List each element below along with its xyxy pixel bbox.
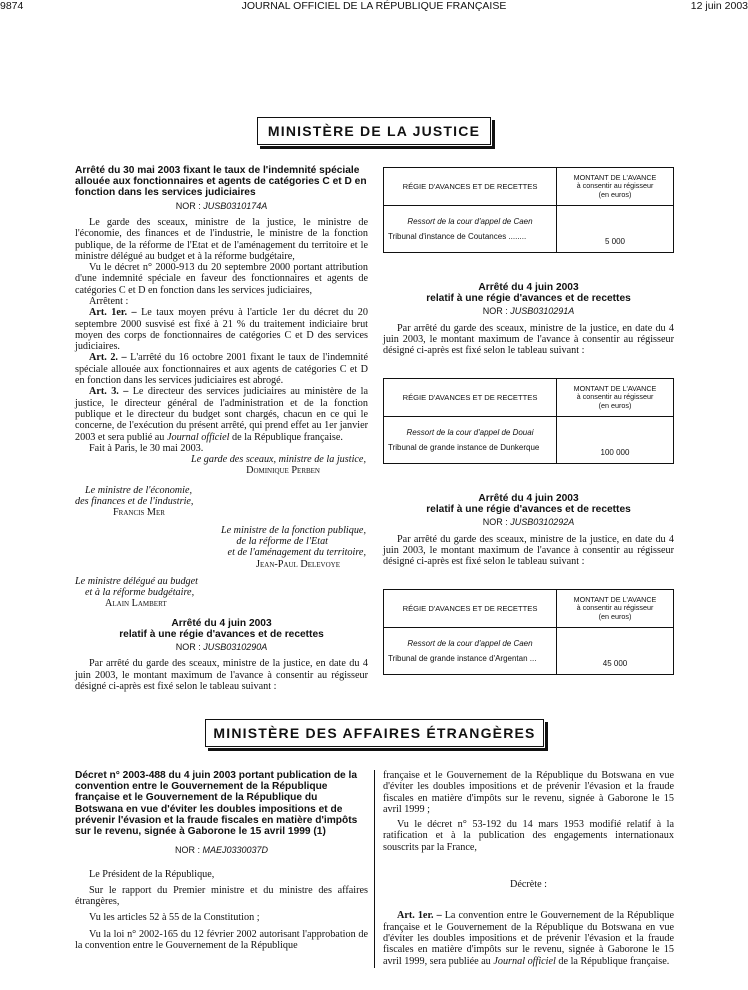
nor-label: NOR : — [482, 517, 508, 528]
decret-right-column — [383, 770, 674, 967]
signatory-name: Jean-Paul Delevoye — [256, 558, 340, 570]
president-line: Le Président de la République, — [89, 868, 215, 880]
running-head — [0, 0, 748, 16]
decret-article-1 — [383, 910, 674, 966]
signatory-title: de la réforme de l'Etat — [236, 535, 328, 547]
table-cell-regie — [384, 417, 557, 464]
header-line: à consentir au régisseur — [576, 603, 654, 613]
arrete-30-mai-title: Arrêté du 30 mai 2003 fixant le taux de l'indemnité spéciale allouée aux fonctionnaires et agents de catégories C et D en fonction dans les services judiciaires — [75, 165, 367, 199]
vu-constitution: Vu les articles 52 à 55 de la Constitution ; — [89, 912, 260, 924]
arrete-4-juin-subtitle: relatif à une régie d'avances et de recettes — [426, 293, 631, 305]
decrete-line: Décrète : — [509, 879, 548, 891]
table-cell-amount: 100 000 — [557, 417, 674, 464]
signatory-title: et de l'aménagement du territoire, — [227, 547, 366, 559]
journal-officiel-ref: Journal officiel — [166, 431, 230, 443]
ressort-label: Ressort de la cour d'appel de Caen — [407, 639, 533, 648]
table-header-regie: RÉGIE D'AVANCES ET DE RECETTES — [384, 168, 557, 206]
tribunal-label: Tribunal de grande instance de Dunkerque — [388, 443, 540, 452]
loi-continuation: française et le Gouvernement de la République du Botswana en vue d'éviter les doubles impositions et de prévenir l'évasion et la fraude fiscales en matière d'impôts sur le revenu, signée à Gaborone le 15 avril 1999 ; — [383, 770, 674, 815]
table-cell-amount: 5 000 — [557, 206, 674, 253]
nor-line — [75, 845, 368, 856]
justice-left-column — [75, 165, 368, 692]
decret-title: Décret n° 2003-488 du 4 juin 2003 portant publication de la convention entre le Gouvernement de la République française et le Gouvernement de la République du Botswana en vue d'éviter les doubles impositions et de prévenir l'évasion et la fraude fiscales en matière d'impôts sur le revenu, signée à Gaborone le 15 avril 1999 (1) — [75, 770, 358, 838]
nor-line — [383, 306, 674, 317]
regie-paragraph: Par arrêté du garde des sceaux, ministre de la justice, en date du 4 juin 2003, le montant maximum de l'avance à consentir au régisseur désigné ci-après est fixé selon le tableau suivant : — [75, 658, 368, 692]
vu-decret-53: Vu le décret n° 53-192 du 14 mars 1953 modifié relatif à la ratification et à la publication des engagements internationaux souscrits par la France, — [383, 819, 674, 853]
nor-code: JUSB0310174A — [203, 200, 268, 211]
header-line: (en euros) — [598, 400, 632, 410]
journal-officiel-ref: Journal officiel — [493, 955, 556, 967]
nor-code: JUSB0310292A — [510, 517, 575, 528]
arrete-4-juin-subtitle: relatif à une régie d'avances et de recettes — [119, 628, 324, 640]
nor-line — [75, 642, 368, 653]
arrete-4-juin-subtitle: relatif à une régie d'avances et de recettes — [426, 504, 631, 516]
nor-label: NOR : — [175, 642, 201, 653]
article-text: de la République française. — [232, 431, 343, 443]
regie-paragraph: Par arrêté du garde des sceaux, ministre de la justice, en date du 4 juin 2003, le montant maximum de l'avance à consentir au régisseur désigné ci-après est fixé selon le tableau suivant : — [383, 322, 674, 357]
tribunal-label: Tribunal d'instance de Coutances ........ — [388, 232, 527, 241]
regie-table-dunkerque — [383, 378, 674, 464]
article-text: Le directeur des services judiciaires au ministère de la justice, le directeur général de l'administration et de la fonction publique et le directeur du budget sont chargés, chacun en ce qui le concerne, de l'exécution du présent arrêté, qui prend effet au 1er janvier 2003 et sera publié au — [75, 386, 368, 443]
vu-loi: Vu la loi n° 2002-165 du 12 février 2002 autorisant l'approbation de la convention entre le Gouvernement de la République — [75, 928, 368, 951]
table-cell-regie — [384, 206, 557, 253]
regie-paragraph: Par arrêté du garde des sceaux, ministre de la justice, en date du 4 juin 2003, le montant maximum de l'avance à consentir au régisseur désigné ci-après est fixé selon le tableau suivant : — [383, 533, 674, 568]
table-header-montant — [557, 590, 674, 628]
nor-label: NOR : — [482, 306, 508, 317]
nor-line — [383, 517, 674, 528]
fait-a-paris: Fait à Paris, le 30 mai 2003. — [89, 442, 204, 454]
page-number: 9874 — [0, 0, 24, 12]
nor-code: JUSB0310290A — [203, 642, 268, 653]
ministry-foreign-affairs-heading: MINISTÈRE DES AFFAIRES ÉTRANGÈRES — [205, 719, 544, 747]
vu-decret-paragraph: Vu le décret n° 2000-913 du 20 septembre 2000 portant attribution d'une indemnité spéciale en faveur des fonctionnaires et agents de catégories C et D en fonction dans les services judiciaires, — [75, 262, 368, 296]
nor-line — [75, 201, 368, 212]
signatory-name: Dominique Perben — [246, 465, 320, 477]
issue-date: 12 juin 2003 — [690, 0, 748, 12]
arrete-4-juin-title: Arrêté du 4 juin 2003 — [478, 282, 579, 293]
nor-label: NOR : — [175, 200, 201, 211]
table-cell-regie — [384, 628, 557, 675]
arrete-4-juin-title: Arrêté du 4 juin 2003 — [171, 617, 272, 629]
ministry-justice-heading: MINISTÈRE DE LA JUSTICE — [257, 117, 491, 145]
visas-paragraph: Le garde des sceaux, ministre de la justice, le ministre de l'économie, des finances et de l'industrie, le ministre de la fonction publique, de la réforme de l'Etat et de l'aménagement du territoire et le ministre délégué au budget et à la réforme budgétaire, — [75, 216, 368, 262]
header-line: (en euros) — [598, 189, 632, 199]
header-line: MONTANT DE L'AVANCE — [573, 594, 657, 604]
article-text: L'arrêté du 16 octobre 2001 fixant le taux de l'indemnité spéciale allouée aux fonctionnaires et aux agents de catégories C et D en fonction dans les services judiciaires est abrogé. — [75, 352, 369, 387]
article-label: Art. 3. – — [89, 386, 129, 398]
signatory-name: Alain Lambert — [105, 598, 167, 610]
arrete-291-block — [383, 282, 674, 357]
nor-code: MAEJ0330037D — [202, 845, 269, 856]
column-rule — [374, 770, 375, 968]
tribunal-name: Tribunal d'instance de Coutances — [388, 232, 507, 241]
signatory-title: Le ministre délégué au budget — [75, 575, 198, 587]
signatory-name: Francis Mer — [113, 507, 165, 519]
nor-label: NOR : — [174, 845, 200, 856]
article-3 — [75, 386, 368, 442]
article-2 — [75, 352, 368, 386]
signatory-title: Le ministre de la fonction publique, — [220, 524, 366, 536]
article-text: Le taux moyen prévu à l'article 1er du décret du 20 septembre 2000 susvisé est fixé à 21 % du traitement indiciaire brut moyen des corps de fonctionnaires de catégories C et D des services judiciaires. — [75, 307, 368, 353]
table-header-montant — [557, 168, 674, 206]
tribunal-name: Tribunal de grande instance d'Argentan — [388, 654, 528, 663]
arretent-line: Arrêtent : — [89, 295, 129, 307]
article-text: La convention entre le Gouvernement de la République française et le Gouvernement de la République du Botswana en vue d'éviter les doubles impositions et de prévenir l'évasion et la fraude fiscales en matière d'impôts sur le revenu, signée à Gaborone le 15 avril 1999, sera publiée au — [383, 910, 674, 967]
table-header-montant — [557, 379, 674, 417]
arrete-292-block — [383, 493, 674, 568]
ressort-label: Ressort de la cour d'appel de Douai — [406, 428, 534, 437]
table-cell-amount: 45 000 — [557, 628, 674, 675]
article-text: de la République française. — [558, 955, 670, 967]
signatory-title: Le garde des sceaux, ministre de la justice, — [191, 454, 366, 466]
tribunal-label: Tribunal de grande instance d'Argentan ... — [388, 654, 537, 663]
arrete-4-juin-title: Arrêté du 4 juin 2003 — [478, 493, 579, 504]
article-label: Art. 1er. – — [397, 910, 442, 922]
regie-table-coutances — [383, 167, 674, 253]
signatory-title: Le ministre de l'économie, — [85, 484, 193, 496]
ressort-label: Ressort de la cour d'appel de Caen — [407, 217, 533, 226]
table-header-regie: RÉGIE D'AVANCES ET DE RECETTES — [384, 590, 557, 628]
header-line: MONTANT DE L'AVANCE — [573, 172, 657, 182]
article-label: Art. 2. – — [89, 352, 127, 364]
journal-title: JOURNAL OFFICIEL DE LA RÉPUBLIQUE FRANÇAISE — [241, 0, 507, 12]
table-header-regie: RÉGIE D'AVANCES ET DE RECETTES — [384, 379, 557, 417]
sur-le-rapport: Sur le rapport du Premier ministre et du ministre des affaires étrangères, — [75, 884, 368, 908]
header-line: à consentir au régisseur — [576, 392, 654, 402]
header-line: à consentir au régisseur — [576, 181, 654, 191]
decret-left-column — [75, 770, 368, 951]
regie-table-argentan — [383, 589, 674, 675]
signatory-title: et à la réforme budgétaire, — [85, 587, 195, 599]
header-line: MONTANT DE L'AVANCE — [573, 383, 657, 393]
nor-code: JUSB0310291A — [510, 306, 575, 317]
article-1 — [75, 307, 368, 352]
article-label: Art. 1er. – — [89, 307, 137, 319]
signatory-title: des finances et de l'industrie, — [75, 496, 194, 508]
header-line: (en euros) — [598, 611, 632, 621]
